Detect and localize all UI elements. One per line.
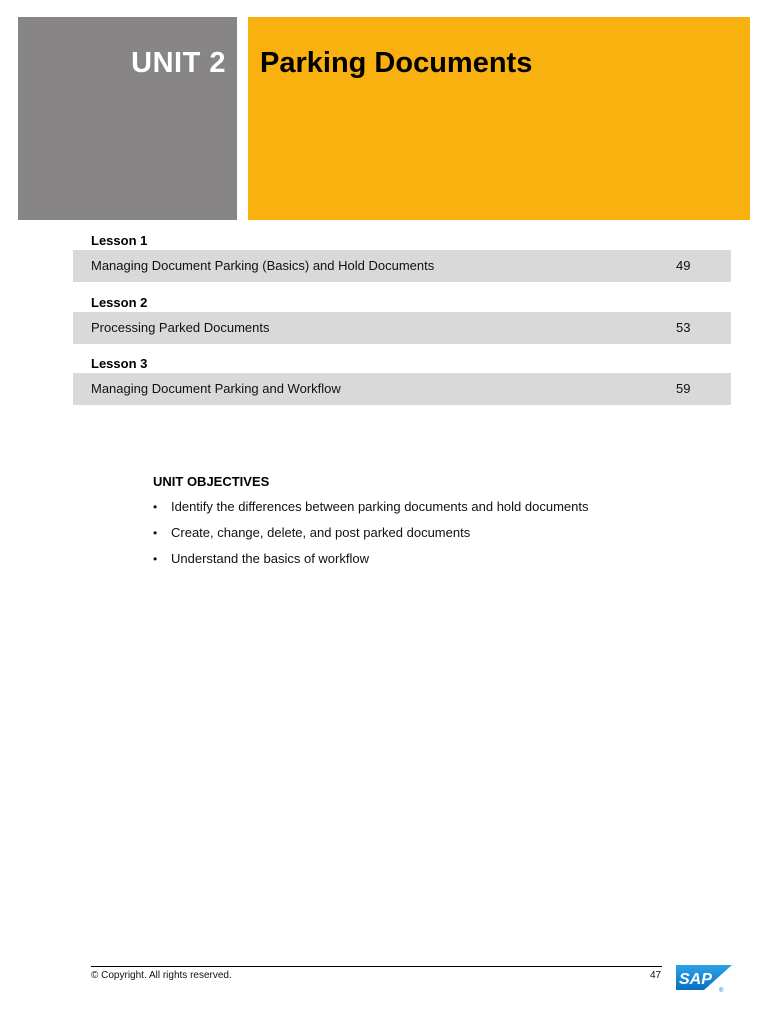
lesson-row[interactable]	[73, 373, 731, 405]
lesson-title: Managing Document Parking (Basics) and Hold Documents	[91, 258, 435, 273]
footer-page-number: 47	[650, 970, 662, 981]
unit-title: Parking Documents	[260, 47, 533, 79]
objective-text: Understand the basics of workflow	[171, 551, 369, 566]
objective-text: Create, change, delete, and post parked documents	[171, 525, 471, 540]
objective-item	[153, 499, 673, 525]
lesson-title: Processing Parked Documents	[91, 320, 270, 335]
objective-text: Identify the differences between parking documents and hold documents	[171, 499, 589, 514]
footer-divider	[91, 966, 662, 967]
sap-logo-icon	[676, 965, 732, 993]
objective-item	[153, 525, 673, 551]
lesson-heading: Lesson 1	[91, 233, 148, 248]
footer-copyright: © Copyright. All rights reserved.	[91, 970, 232, 981]
lesson-page-number: 59	[676, 381, 691, 396]
bullet-icon: •	[153, 552, 158, 566]
lesson-row[interactable]	[73, 312, 731, 344]
unit-title-panel	[248, 17, 750, 220]
objectives-list	[153, 499, 673, 577]
unit-label: UNIT 2	[131, 47, 226, 79]
bullet-icon: •	[153, 526, 158, 540]
unit-number-panel	[18, 17, 237, 220]
sap-logo-text: SAP	[679, 971, 712, 988]
objective-item	[153, 551, 673, 577]
unit-objectives	[153, 474, 673, 577]
lesson-title: Managing Document Parking and Workflow	[91, 381, 341, 396]
lesson-page-number: 53	[676, 320, 691, 335]
lesson-page-number: 49	[676, 258, 691, 273]
svg-text:®: ®	[719, 988, 724, 993]
lesson-row[interactable]	[73, 250, 731, 282]
objectives-heading: UNIT OBJECTIVES	[153, 474, 270, 489]
lesson-heading: Lesson 3	[91, 356, 148, 371]
lesson-heading: Lesson 2	[91, 295, 148, 310]
bullet-icon: •	[153, 500, 158, 514]
